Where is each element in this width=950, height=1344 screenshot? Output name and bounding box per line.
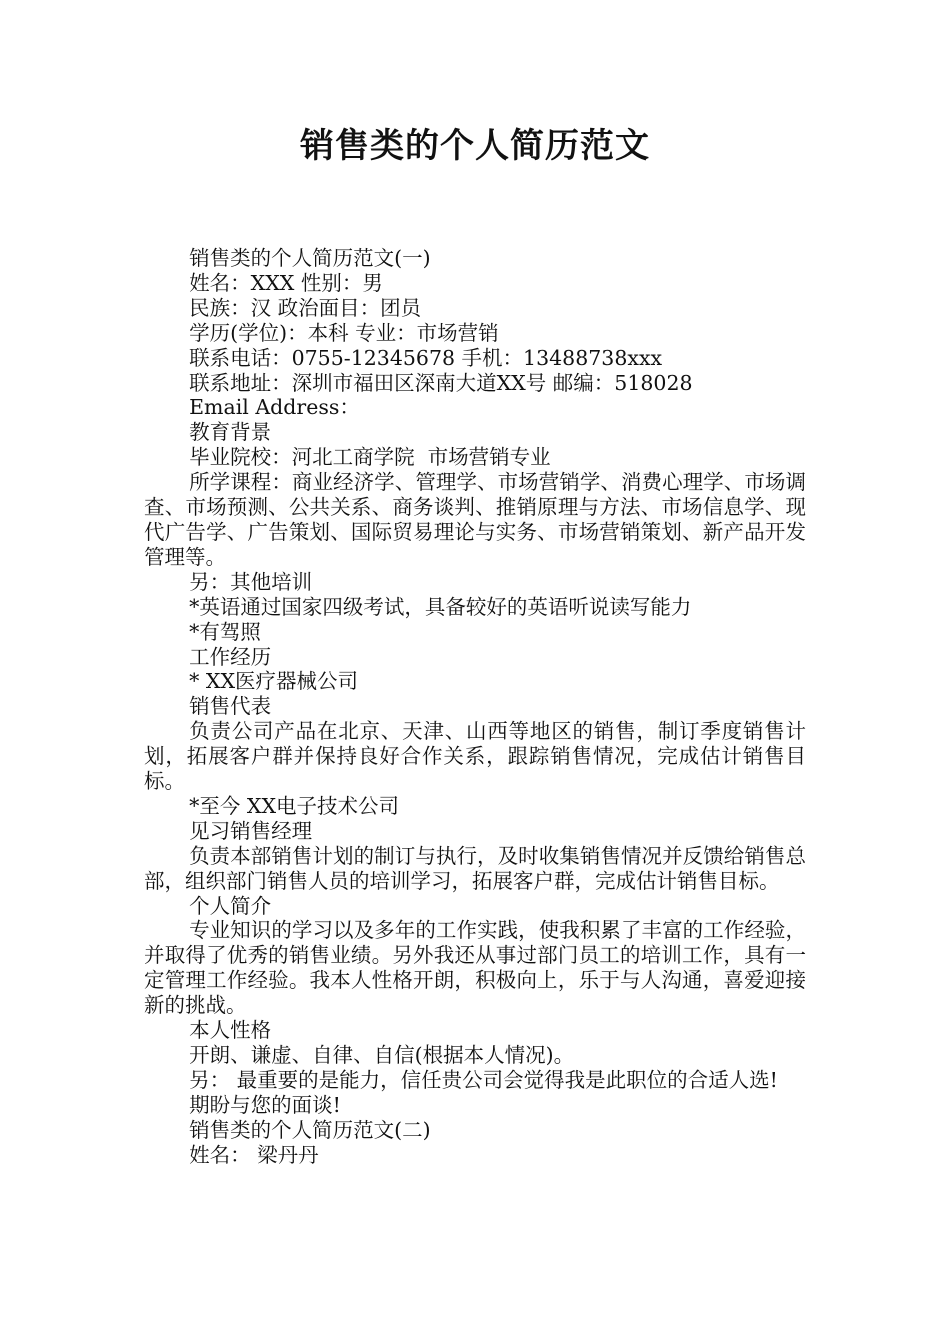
paragraph: Email Address： bbox=[189, 395, 360, 420]
paragraph: *有驾照 bbox=[189, 619, 261, 644]
paragraph: 另：其他培训 bbox=[189, 569, 313, 594]
paragraph: 联系地址：深圳市福田区深南大道XX号 邮编：518028 bbox=[189, 370, 693, 395]
paragraph: 见习销售经理 bbox=[189, 818, 313, 843]
paragraph: 另： 最重要的是能力，信任贵公司会觉得我是此职位的合适人选! bbox=[189, 1067, 778, 1092]
document-body bbox=[144, 246, 806, 1168]
paragraph: 毕业院校：河北工商学院 市场营销专业 bbox=[189, 445, 551, 470]
paragraph: 姓名：XXX 性别：男 bbox=[189, 270, 383, 295]
document-title: 销售类的个人简历范文 bbox=[300, 126, 650, 166]
paragraph: 姓名： 梁丹丹 bbox=[189, 1142, 319, 1167]
paragraph: 销售类的个人简历范文(一) bbox=[189, 246, 431, 270]
paragraph: 负责本部销售计划的制订与执行，及时收集销售情况并反馈给销售总部，组织部门销售人员的培训学习，拓展客户群，完成估计销售目标。 bbox=[144, 843, 806, 893]
paragraph: *英语通过国家四级考试，具备较好的英语听说读写能力 bbox=[189, 594, 692, 619]
paragraph: *至今 XX电子技术公司 bbox=[189, 793, 400, 818]
paragraph: 销售代表 bbox=[189, 694, 272, 719]
paragraph: 专业知识的学习以及多年的工作实践，使我积累了丰富的工作经验，并取得了优秀的销售业绩。另外我还从事过部门员工的培训工作，具有一定管理工作经验。我本人性格开朗，积极向上，乐于与人沟通，喜爱迎接新的挑战。 bbox=[144, 918, 806, 1018]
paragraph: 期盼与您的面谈! bbox=[189, 1092, 341, 1117]
paragraph: 民族：汉 政治面目：团员 bbox=[189, 295, 422, 320]
paragraph: 教育背景 bbox=[189, 420, 272, 445]
paragraph: 所学课程：商业经济学、管理学、市场营销学、消费心理学、市场调查、市场预测、公共关系、商务谈判、推销原理与方法、市场信息学、现代广告学、广告策划、国际贸易理论与实务、市场营销策划、新产品开发管理等。 bbox=[144, 470, 806, 569]
paragraph: 负责公司产品在北京、天津、山西等地区的销售，制订季度销售计划，拓展客户群并保持良好合作关系，跟踪销售情况，完成估计销售目标。 bbox=[144, 719, 806, 794]
paragraph: 联系电话：0755-12345678 手机：13488738xxx bbox=[189, 345, 663, 370]
paragraph: 工作经历 bbox=[189, 644, 272, 669]
paragraph: 个人简介 bbox=[189, 893, 272, 918]
paragraph: 本人性格 bbox=[189, 1018, 272, 1043]
paragraph: * XX医疗器械公司 bbox=[189, 669, 359, 694]
paragraph: 销售类的个人简历范文(二) bbox=[189, 1117, 431, 1142]
paragraph: 开朗、谦虚、自律、自信(根据本人情况)。 bbox=[189, 1043, 575, 1067]
paragraph: 学历(学位)：本科 专业：市场营销 bbox=[189, 320, 499, 345]
